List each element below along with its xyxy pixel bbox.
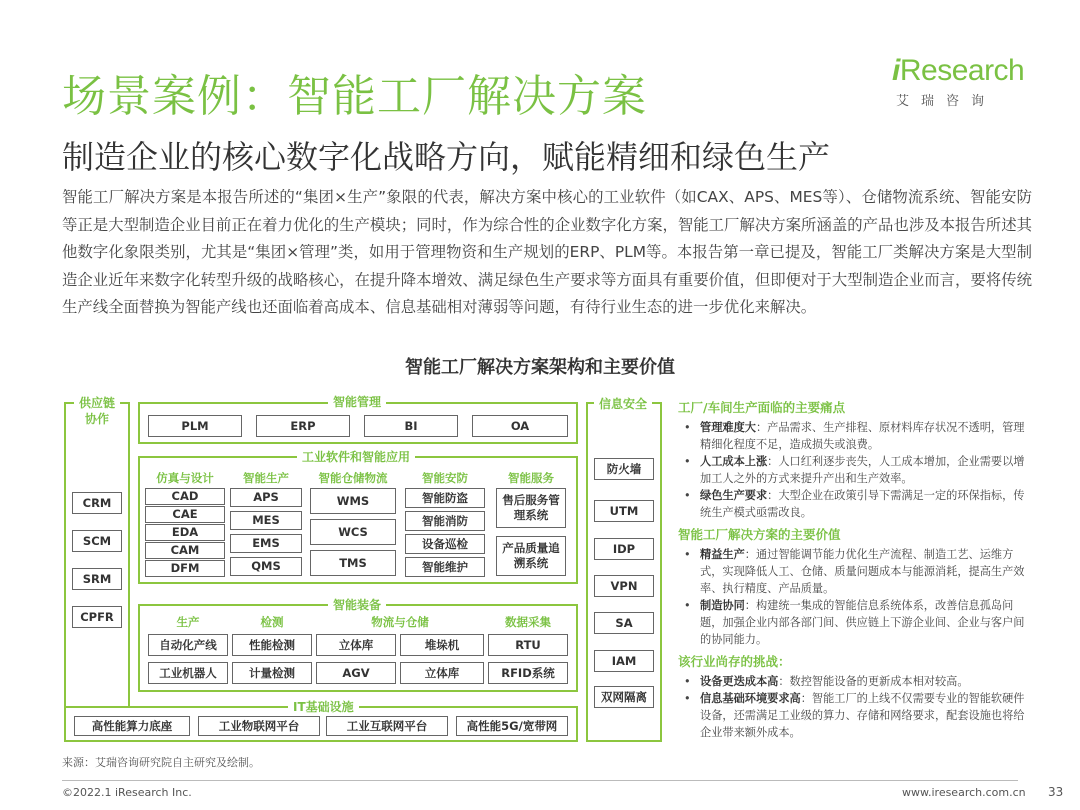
equipment-item: 工业机器人 xyxy=(148,662,228,684)
supply-chain-item: SRM xyxy=(72,568,122,590)
info-security-item: VPN xyxy=(594,575,654,597)
it-item: 高性能5G/宽带网 xyxy=(456,716,568,736)
info-security-item: UTM xyxy=(594,500,654,522)
info-security-item: SA xyxy=(594,612,654,634)
it-item: 工业物联网平台 xyxy=(198,716,320,736)
list-item: • 精益生产：通过智能调节能力优化生产流程、制造工艺、运维方式，实现降低人工、仓储、质量问题成本与能源消耗，提高生产效率、执行精度、产品质量。 xyxy=(678,546,1030,597)
equipment-item: RFID系统 xyxy=(488,662,568,684)
list-item: • 绿色生产要求：大型企业在政策引导下需满足一定的环保指标，传统生产模式亟需改良。 xyxy=(678,487,1030,521)
production-item: MES xyxy=(230,511,302,530)
info-security-item: IDP xyxy=(594,538,654,560)
list-item: • 信息基础环境要求高：智能工厂的上线不仅需要专业的智能软硬件设备，还需满足工业级的算力、存储和网络要求，配套设施也将给企业带来额外成本。 xyxy=(678,690,1030,741)
footer-divider xyxy=(62,780,1018,781)
body-paragraph: 智能工厂解决方案是本报告所述的“集团×生产”象限的代表，解决方案中核心的工业软件（如CAX、APS、MES等）、仓储物流系统、智能安防等正是大型制造企业目前正在着力优化的生产模块；同时，作为综合性的企业数字化方案，智能工厂解决方案所涵盖的产品也涉及本报告所述其他数字化象限类别，尤其是“集团×管理”类，如用于管理物资和生产规划的ERP、PLM等。本报告第一章已提及，智能工厂类解决方案是大型制造企业近年来数字化转型升级的战略核心，在提升降本增效、满足绿色生产要求等方面具有重要价值，但即便对于大型制造企业而言，要将传统生产线全面替换为智能产线也还面临着高成本、信息基础相对薄弱等问题，有待行业生态的进一步优化来解决。 xyxy=(62,188,1032,316)
page-subtitle: 制造企业的核心数字化战略方向，赋能精细和绿色生产 xyxy=(62,138,831,176)
production-item: APS xyxy=(230,488,302,507)
security-app-item: 智能防盗 xyxy=(405,488,485,508)
management-item: PLM xyxy=(148,415,242,437)
equipment-item: AGV xyxy=(316,662,396,684)
it-item: 高性能算力底座 xyxy=(74,716,190,736)
info-security-item: 双网隔离 xyxy=(594,686,654,708)
smart-security-label: 智能安防 xyxy=(422,471,468,485)
management-item: ERP xyxy=(256,415,350,437)
smart-production-label: 智能生产 xyxy=(243,471,289,485)
equipment-col-production: 生产 xyxy=(176,615,200,629)
equipment-col-data: 数据采集 xyxy=(505,615,551,629)
pain-points-list xyxy=(678,419,1030,521)
challenges-title: 该行业尚存的挑战： xyxy=(678,654,791,669)
info-security-item: 防火墙 xyxy=(594,458,654,480)
list-item: • 管理难度大：产品需求、生产排程、原材料库存状况不透明，管理精细化程度不足，造成损失或浪费。 xyxy=(678,419,1030,453)
warehouse-logistics-label: 智能仓储物流 xyxy=(318,471,388,485)
sim-item: CAD xyxy=(145,488,225,505)
supply-chain-label: 供应链协作 xyxy=(74,395,120,427)
equipment-col-testing: 检测 xyxy=(260,615,284,629)
page-number: 33 xyxy=(1048,785,1064,799)
equipment-col-logistics: 物流与仓储 xyxy=(371,615,429,629)
supply-chain-item: CRM xyxy=(72,492,122,514)
equipment-item: 性能检测 xyxy=(232,634,312,656)
sim-design-label: 仿真与设计 xyxy=(156,471,214,485)
iresearch-logo xyxy=(892,54,1028,109)
warehouse-item: TMS xyxy=(310,550,396,576)
list-item: • 人工成本上涨：人口红利逐步丧失，人工成本增加，企业需要以增加工人之外的方式来提升产出和生产效率。 xyxy=(678,453,1030,487)
service-item: 售后服务管理系统 xyxy=(496,488,566,528)
equipment-item: 堆垛机 xyxy=(400,634,484,656)
supply-chain-item: CPFR xyxy=(72,606,122,628)
equipment-item: RTU xyxy=(488,634,568,656)
right-panel xyxy=(678,398,1030,745)
equipment-label: 智能装备 xyxy=(328,596,386,613)
sim-item: DFM xyxy=(145,560,225,577)
production-item: QMS xyxy=(230,557,302,576)
security-app-item: 智能消防 xyxy=(405,511,485,531)
sim-item: EDA xyxy=(145,524,225,541)
production-item: EMS xyxy=(230,534,302,553)
logo-cn: 艾瑞咨询 xyxy=(896,94,997,109)
management-label: 智能管理 xyxy=(328,393,386,410)
list-item: • 设备更迭成本高：数控智能设备的更新成本相对较高。 xyxy=(678,673,1030,690)
it-infrastructure-label: IT基础设施 xyxy=(288,698,359,715)
management-item: BI xyxy=(364,415,458,437)
copyright: ©2022.1 iResearch Inc. xyxy=(62,786,192,799)
diagram-title: 智能工厂解决方案架构和主要价值 xyxy=(405,357,675,378)
security-app-item: 智能维护 xyxy=(405,557,485,577)
supply-chain-item: SCM xyxy=(72,530,122,552)
challenges-list xyxy=(678,673,1030,741)
it-item: 工业互联网平台 xyxy=(326,716,448,736)
pain-points-title: 工厂/车间生产面临的主要痛点 xyxy=(678,400,846,415)
source-note: 来源：艾瑞咨询研究院自主研究及绘制。 xyxy=(62,756,260,769)
logo-wordmark: iResearch xyxy=(892,54,1025,87)
sim-item: CAM xyxy=(145,542,225,559)
website-url: www.iresearch.com.cn xyxy=(902,786,1026,799)
list-item: • 制造协同：构建统一集成的智能信息系统体系，改善信息孤岛问题，加强企业内部各部门间、供应链上下游企业间、企业与客户间的协同能力。 xyxy=(678,597,1030,648)
main-value-list xyxy=(678,546,1030,648)
page-title: 场景案例：智能工厂解决方案 xyxy=(62,71,647,122)
software-label: 工业软件和智能应用 xyxy=(297,448,415,465)
info-security-item: IAM xyxy=(594,650,654,672)
main-value-title: 智能工厂解决方案的主要价值 xyxy=(678,527,841,542)
service-item: 产品质量追溯系统 xyxy=(496,536,566,576)
smart-service-label: 智能服务 xyxy=(508,471,554,485)
equipment-item: 立体库 xyxy=(316,634,396,656)
warehouse-item: WMS xyxy=(310,488,396,514)
equipment-item: 立体库 xyxy=(400,662,484,684)
sim-item: CAE xyxy=(145,506,225,523)
equipment-item: 自动化产线 xyxy=(148,634,228,656)
warehouse-item: WCS xyxy=(310,519,396,545)
equipment-item: 计量检测 xyxy=(232,662,312,684)
info-security-label: 信息安全 xyxy=(594,395,652,412)
management-item: OA xyxy=(472,415,568,437)
security-app-item: 设备巡检 xyxy=(405,534,485,554)
